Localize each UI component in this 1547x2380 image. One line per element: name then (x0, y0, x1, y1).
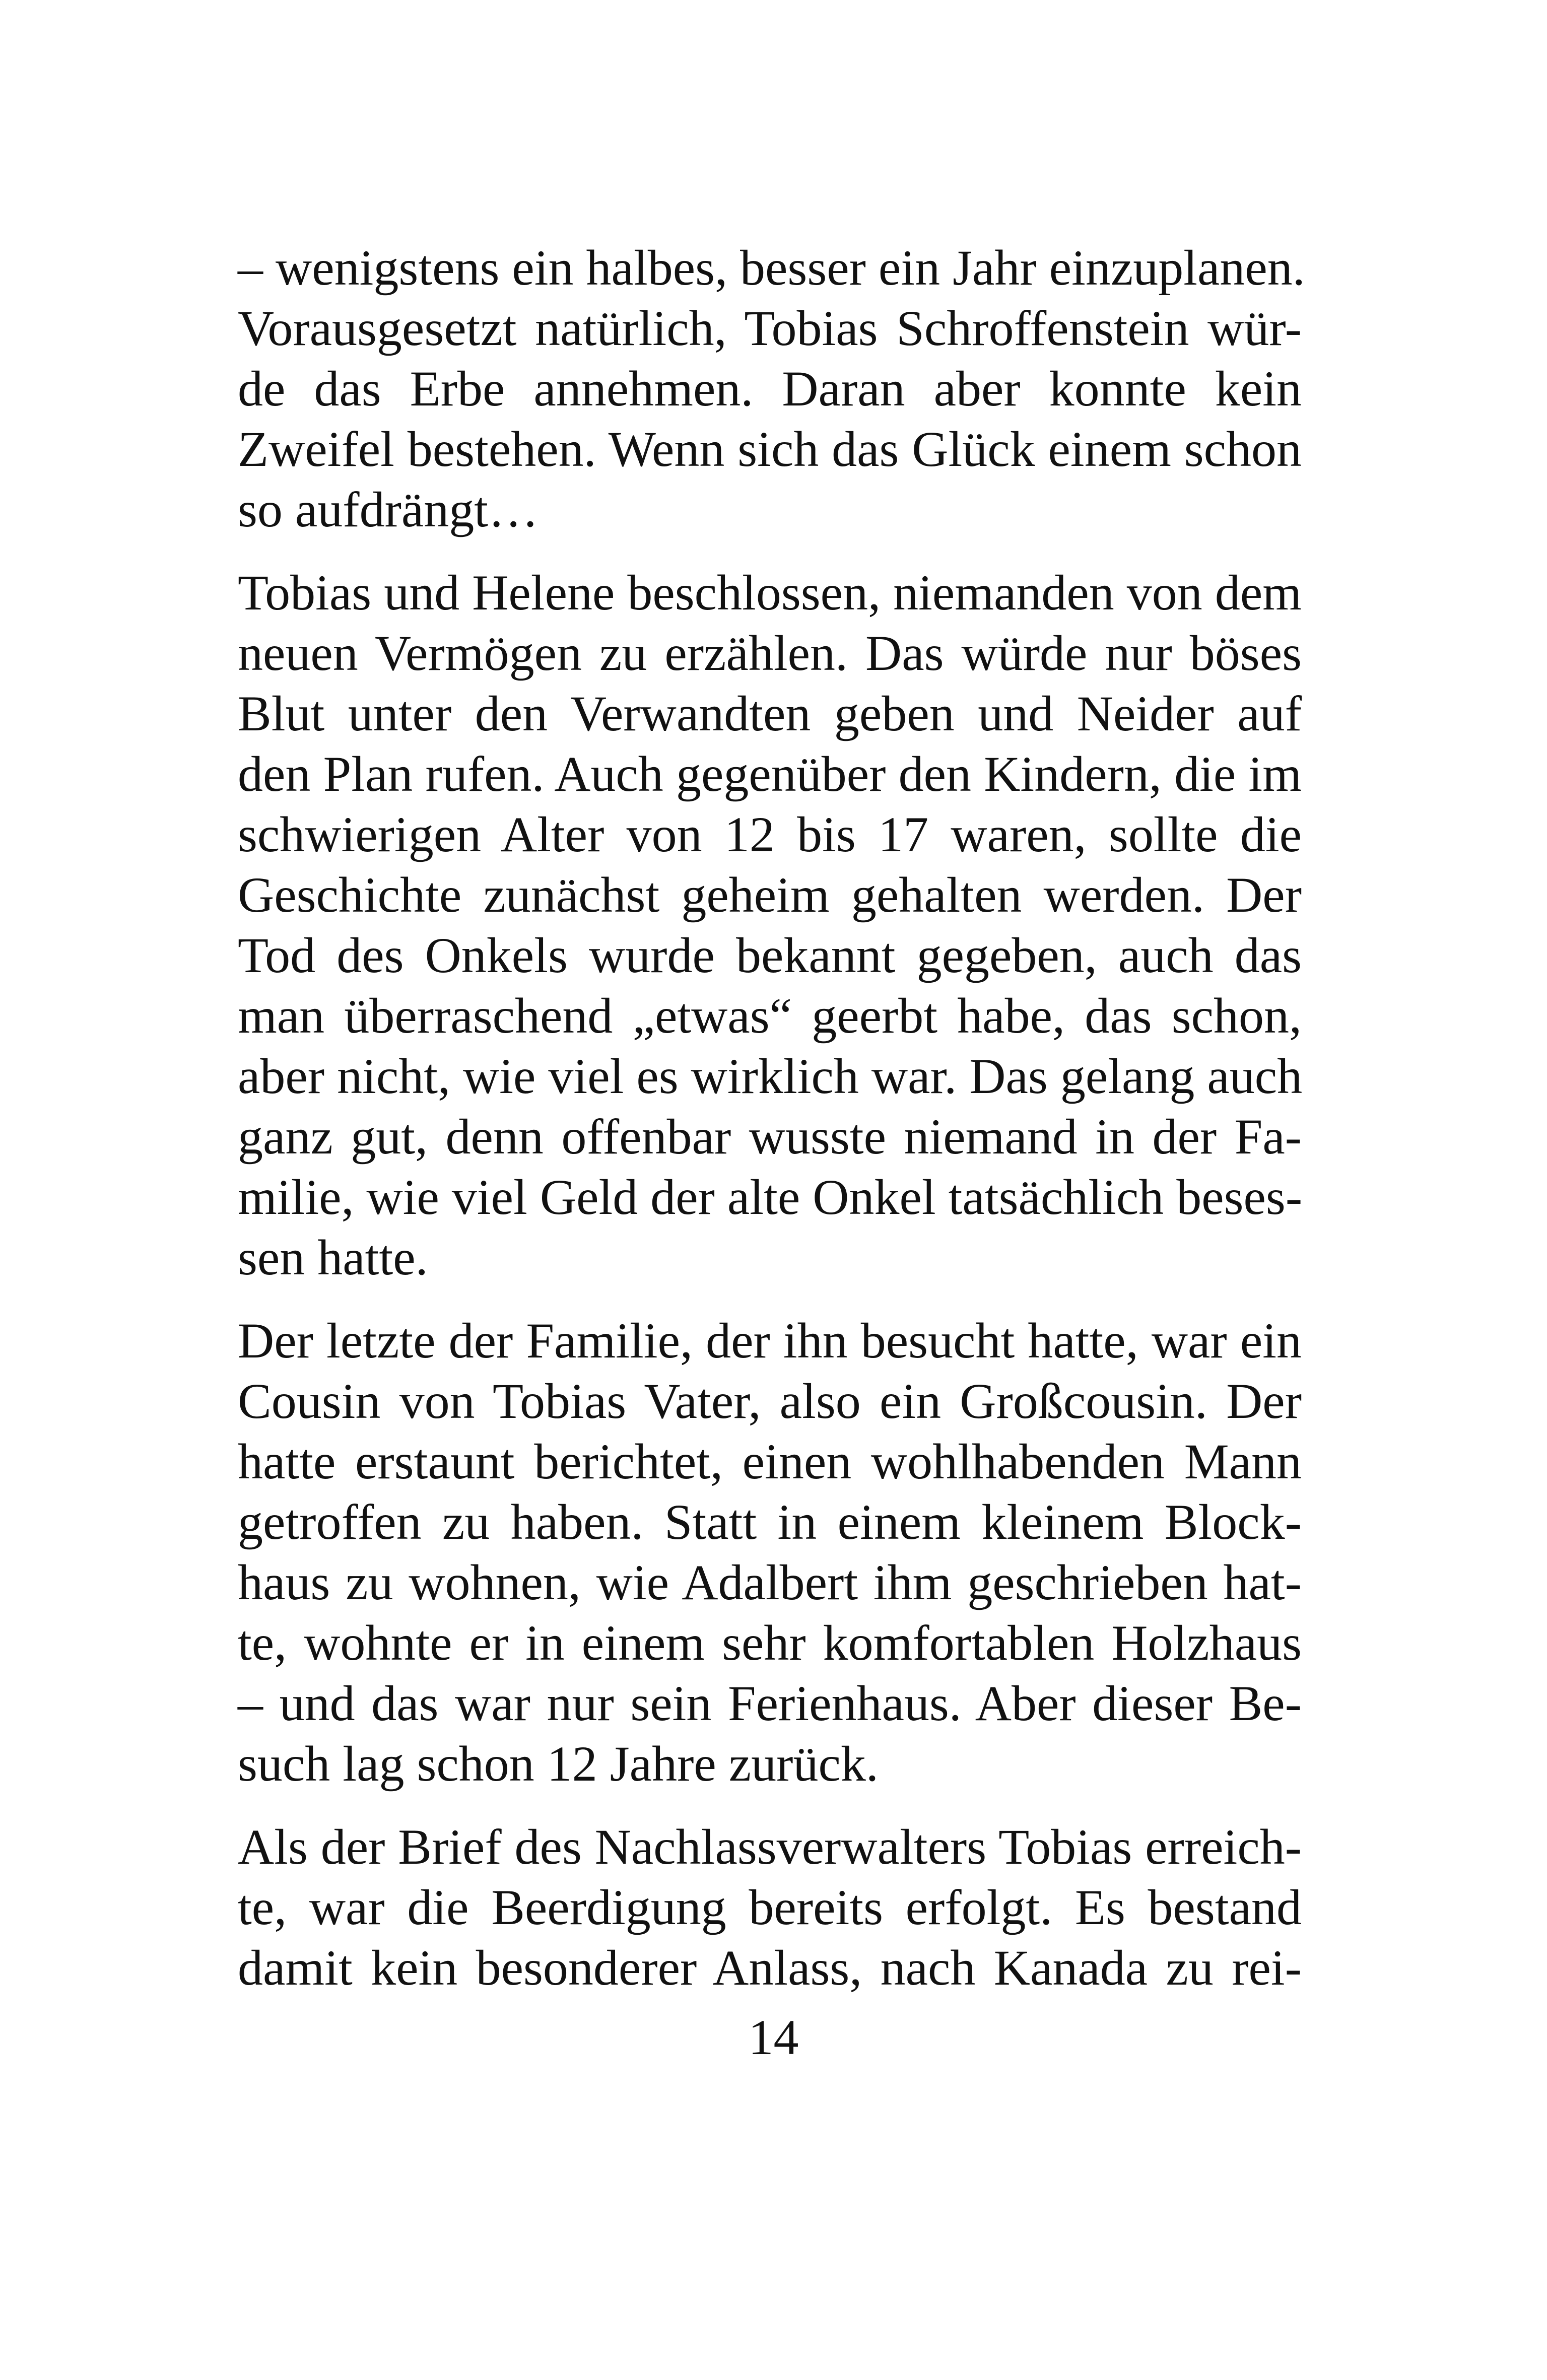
text-line: haus zu wohnen, wie Adalbert ihm geschrieben hat- (238, 1554, 1302, 1610)
text-line: te, wohnte er in einem sehr komfortablen Holzhaus (238, 1615, 1302, 1671)
text-line: ganz gut, denn offenbar wusste niemand in der Fa- (238, 1109, 1302, 1165)
text-line: – wenigstens ein halbes, besser ein Jahr einzuplanen. (238, 240, 1305, 296)
paragraph-3 (238, 1311, 1302, 1794)
text-line: Der letzte der Familie, der ihn besucht hatte, war ein (238, 1313, 1302, 1369)
text-line: Vorausgesetzt natürlich, Tobias Schroffenstein wür- (238, 300, 1302, 356)
text-line: so aufdrängt… (238, 482, 539, 537)
text-line: milie, wie viel Geld der alte Onkel tatsächlich beses- (238, 1169, 1303, 1225)
text-line: Tod des Onkels wurde bekannt gegeben, auch das (238, 927, 1302, 983)
body-text (238, 238, 1305, 2021)
text-line: Cousin von Tobias Vater, also ein Großcousin. Der (238, 1373, 1302, 1429)
text-line: Blut unter den Verwandten geben und Neider auf (238, 686, 1302, 741)
page-number: 14 (748, 2009, 799, 2065)
text-line: schwierigen Alter von 12 bis 17 waren, sollte die (238, 806, 1302, 862)
text-line: getroffen zu haben. Statt in einem kleinem Block- (238, 1494, 1302, 1550)
text-line: hatte erstaunt berichtet, einen wohlhabenden Mann (238, 1434, 1302, 1489)
text-line: den Plan rufen. Auch gegenüber den Kindern, die im (238, 746, 1302, 802)
text-line: damit kein besonderer Anlass, nach Kanada zu rei- (238, 1940, 1302, 1996)
text-line: – und das war nur sein Ferienhaus. Aber dieser Be- (238, 1675, 1302, 1731)
paragraph-2 (238, 563, 1302, 1288)
paragraph-4 (238, 1817, 1302, 1998)
text-line: Geschichte zunächst geheim gehalten werden. Der (238, 867, 1302, 923)
text-line: te, war die Beerdigung bereits erfolgt. Es bestand (238, 1879, 1302, 1935)
text-line: Zweifel bestehen. Wenn sich das Glück einem schon (238, 421, 1302, 477)
text-line: Tobias und Helene beschlossen, niemanden von dem (238, 565, 1302, 621)
text-line: aber nicht, wie viel es wirklich war. Das gelang auch (238, 1048, 1303, 1104)
text-line: neuen Vermögen zu erzählen. Das würde nur böses (238, 625, 1302, 681)
text-line: man überraschend „etwas“ geerbt habe, das schon, (238, 988, 1302, 1044)
text-line: such lag schon 12 Jahre zurück. (238, 1736, 879, 1792)
text-line: Als der Brief des Nachlassverwalters Tobias erreich- (238, 1819, 1302, 1875)
text-line: de das Erbe annehmen. Daran aber konnte kein (238, 361, 1302, 417)
paragraph-1 (238, 238, 1305, 540)
text-line: sen hatte. (238, 1230, 428, 1285)
